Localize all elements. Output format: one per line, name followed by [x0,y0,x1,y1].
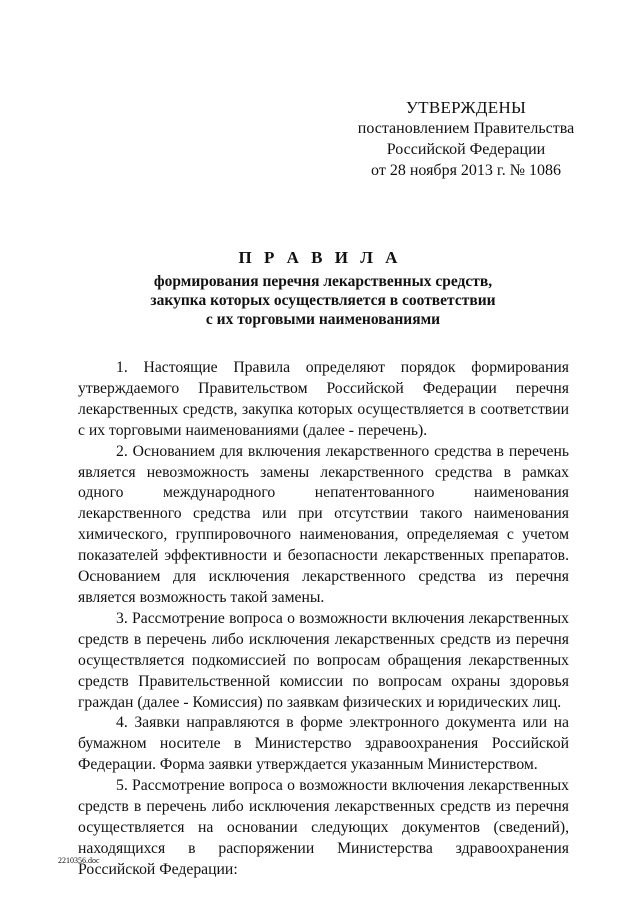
paragraph-1: 1. Настоящие Правила определяют порядок формирования утверждаемого Правительством Российской Федерации перечня лекарственных средств, закупка которых осуществляется в соответствии с их торговыми наименованиями (далее - перечень). [78,359,569,439]
document-title: П Р А В И Л А [238,248,402,267]
approval-line-date-number: от 28 ноября 2013 г. № 1086 [371,162,561,179]
paragraph-2: 2. Основанием для включения лекарственного средства в перечень является невозможность замены лекарственного средства в рамках одного международного непатентованного наименования лекарственного средства или при отсутствии такого наименования химического, группировочного наименования, определяемая с учетом показателей эффективности и безопасности лекарственных препаратов. Основанием для исключения лекарственного средства из перечня является возможность такой замены. [78,442,569,606]
subtitle-line: с их торговыми наименованиями [205,311,441,328]
document-body [78,358,569,881]
paragraph-5: 5. Рассмотрение вопроса о возможности включения лекарственных средств в перечень либо исключения лекарственных средств из перечня осуществляется на основании следующих документов (сведений), находящихся в распоряжении Министерства здравоохранения Российской Федерации: [78,777,569,878]
footer-file-id: 2210356.doc [58,856,100,865]
subtitle-line: формирования перечня лекарственных средств, [153,273,493,290]
approval-line-decree: постановлением Правительства [357,120,575,137]
paragraph-3: 3. Рассмотрение вопроса о возможности включения лекарственных средств в перечень либо исключения лекарственных средств из перечня осуществляется подкомиссией по вопросам обращения лекарственных средств Правительственной комиссии по вопросам охраны здоровья граждан (далее - Комиссия) по заявкам физических и юридических лиц. [78,609,569,711]
approval-stamp [336,97,596,181]
document-subtitle [110,272,536,329]
paragraph-4: 4. Заявки направляются в форме электронного документа или на бумажном носителе в Министерство здравоохранения Российской Федерации. Форма заявки утверждается указанным Министерством. [78,714,569,774]
subtitle-line: закупка которых осуществляется в соответствии [150,292,496,309]
approval-title: УТВЕРЖДЕНЫ [405,98,527,117]
approval-line-government: Российской Федерации [386,141,546,158]
